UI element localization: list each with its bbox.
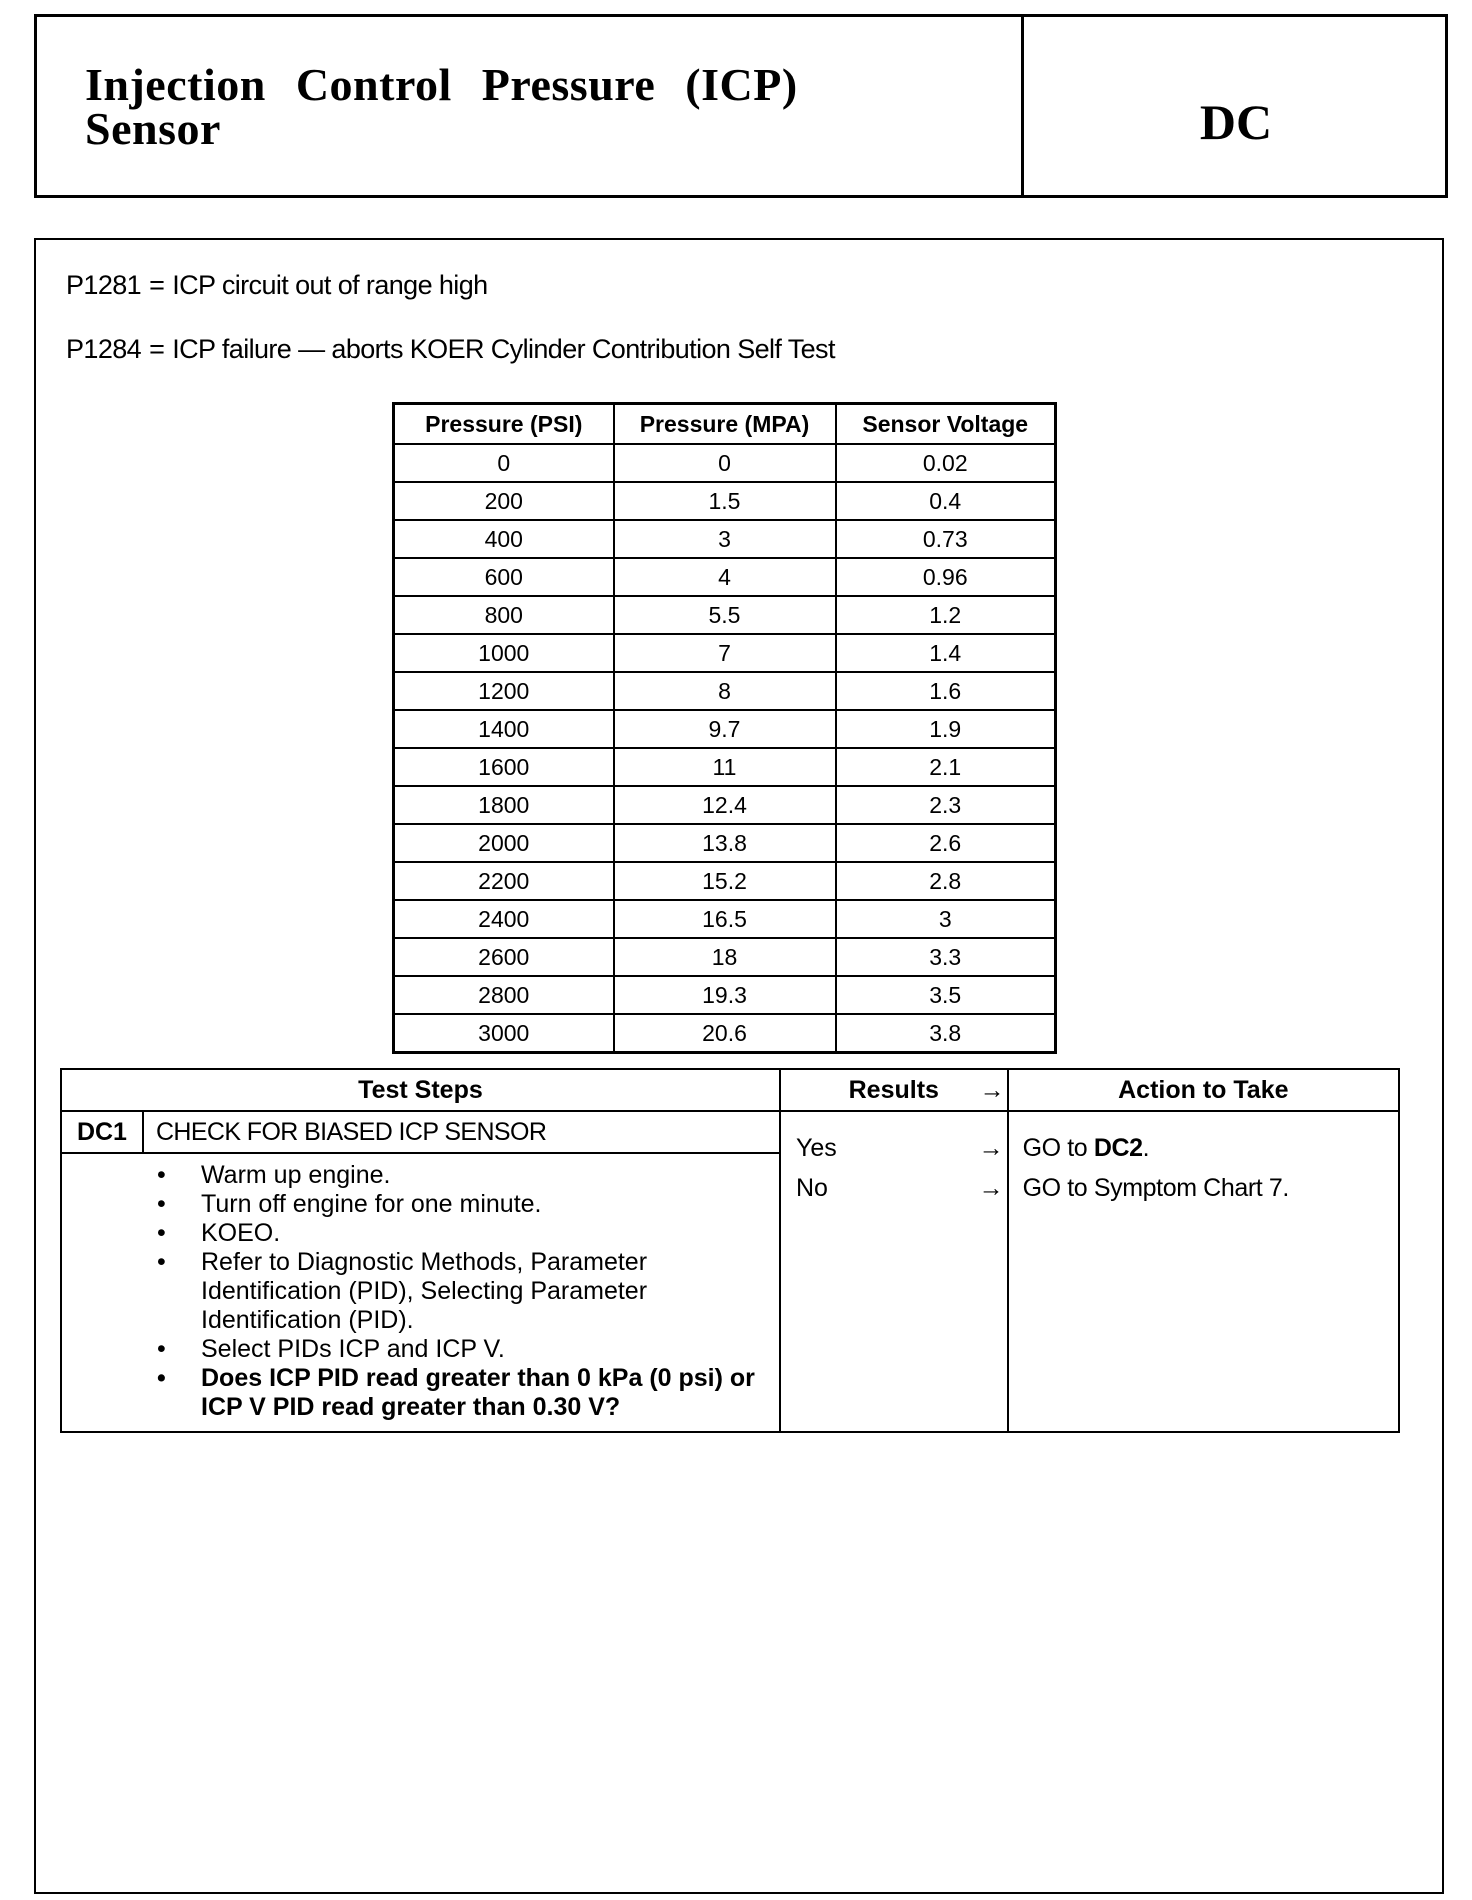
instruction-list — [63, 1161, 778, 1422]
cell-voltage: 1.6 — [836, 672, 1056, 710]
cell-psi: 2000 — [394, 824, 614, 862]
column-header-psi: Pressure (PSI) — [394, 404, 614, 445]
cell-voltage: 1.4 — [836, 634, 1056, 672]
action-text: GO to Symptom Chart 7. — [1022, 1174, 1289, 1202]
instruction-item: • Turn off engine for one minute. — [151, 1190, 778, 1219]
page-title — [85, 59, 985, 154]
cell-psi: 2800 — [394, 976, 614, 1014]
table-row — [394, 976, 1056, 1014]
right-arrow-icon: → — [978, 1174, 1004, 1202]
table-row — [394, 672, 1056, 710]
result-label: No — [795, 1174, 828, 1202]
dtc-line — [66, 270, 488, 301]
cell-mpa: 20.6 — [614, 1014, 836, 1053]
results-header-label: Results — [848, 1075, 939, 1104]
pressure-table-body — [394, 444, 1056, 1053]
cell-psi: 2200 — [394, 862, 614, 900]
cell-mpa: 5.5 — [614, 596, 836, 634]
cell-mpa: 7 — [614, 634, 836, 672]
action-no — [1023, 1174, 1397, 1214]
header-box — [34, 14, 1448, 198]
cell-mpa: 3 — [614, 520, 836, 558]
dtc-description: ICP failure — aborts KOER Cylinder Contribution Self Test — [172, 334, 835, 364]
result-no — [782, 1174, 1006, 1214]
right-arrow-icon: → — [978, 1134, 1004, 1162]
action-text-suffix: . — [1142, 1134, 1150, 1162]
result-yes — [782, 1134, 1006, 1174]
cell-voltage: 1.9 — [836, 710, 1056, 748]
results-cell — [780, 1111, 1008, 1432]
column-header-results — [780, 1069, 1008, 1111]
table-row — [394, 520, 1056, 558]
section-code: DC — [1199, 94, 1273, 150]
cell-mpa: 4 — [614, 558, 836, 596]
cell-mpa: 0 — [614, 444, 836, 482]
column-header-voltage: Sensor Voltage — [836, 404, 1056, 445]
step-instructions — [61, 1153, 780, 1432]
cell-voltage: 0.4 — [836, 482, 1056, 520]
instruction-item: • Refer to Diagnostic Methods, Parameter Identification (PID), Selecting Parameter Identification (PID). — [151, 1248, 778, 1335]
cell-psi: 2400 — [394, 900, 614, 938]
cell-psi: 3000 — [394, 1014, 614, 1053]
cell-mpa: 19.3 — [614, 976, 836, 1014]
cell-mpa: 13.8 — [614, 824, 836, 862]
header-divider — [1021, 17, 1024, 195]
cell-voltage: 2.1 — [836, 748, 1056, 786]
cell-voltage: 2.8 — [836, 862, 1056, 900]
table-row — [394, 938, 1056, 976]
steps-header-row — [61, 1069, 1399, 1111]
cell-mpa: 8 — [614, 672, 836, 710]
cell-voltage: 3.5 — [836, 976, 1056, 1014]
action-step-ref: DC2 — [1093, 1134, 1143, 1162]
table-row — [394, 482, 1056, 520]
step-title-row — [61, 1111, 1399, 1153]
column-header-action: Action to Take — [1008, 1069, 1399, 1111]
cell-voltage: 2.3 — [836, 786, 1056, 824]
result-label: Yes — [795, 1134, 837, 1162]
instruction-item: • KOEO. — [151, 1219, 778, 1248]
pressure-voltage-table — [392, 402, 1057, 1054]
cell-psi: 1800 — [394, 786, 614, 824]
table-row — [394, 596, 1056, 634]
table-row — [394, 862, 1056, 900]
cell-mpa: 9.7 — [614, 710, 836, 748]
cell-psi: 1200 — [394, 672, 614, 710]
cell-voltage: 1.2 — [836, 596, 1056, 634]
cell-mpa: 11 — [614, 748, 836, 786]
column-header-mpa: Pressure (MPA) — [614, 404, 836, 445]
cell-psi: 1000 — [394, 634, 614, 672]
table-header-row — [394, 404, 1056, 445]
cell-voltage: 3.3 — [836, 938, 1056, 976]
cell-voltage: 0.02 — [836, 444, 1056, 482]
cell-mpa: 18 — [614, 938, 836, 976]
cell-mpa: 12.4 — [614, 786, 836, 824]
cell-psi: 600 — [394, 558, 614, 596]
action-text: GO to — [1022, 1134, 1094, 1162]
cell-voltage: 3 — [836, 900, 1056, 938]
cell-mpa: 15.2 — [614, 862, 836, 900]
table-row — [394, 710, 1056, 748]
cell-psi: 2600 — [394, 938, 614, 976]
instruction-item: • Warm up engine. — [151, 1161, 778, 1190]
cell-voltage: 0.73 — [836, 520, 1056, 558]
step-code: DC1 — [61, 1111, 143, 1153]
instruction-item: • Select PIDs ICP and ICP V. — [151, 1335, 778, 1364]
cell-voltage: 2.6 — [836, 824, 1056, 862]
dtc-code: P1284 — [66, 334, 142, 364]
test-steps-table — [60, 1068, 1400, 1433]
table-row — [394, 748, 1056, 786]
cell-psi: 400 — [394, 520, 614, 558]
dtc-code: P1281 — [66, 270, 142, 300]
dtc-equals: = — [149, 334, 165, 364]
table-row — [394, 558, 1056, 596]
table-row — [394, 786, 1056, 824]
cell-voltage: 3.8 — [836, 1014, 1056, 1053]
action-cell — [1008, 1111, 1399, 1432]
dtc-description: ICP circuit out of range high — [172, 270, 488, 300]
column-header-test-steps: Test Steps — [61, 1069, 780, 1111]
right-arrow-icon: → — [979, 1076, 1005, 1104]
cell-psi: 1600 — [394, 748, 614, 786]
cell-voltage: 0.96 — [836, 558, 1056, 596]
cell-psi: 0 — [394, 444, 614, 482]
table-row — [394, 1014, 1056, 1053]
cell-psi: 800 — [394, 596, 614, 634]
table-row — [394, 900, 1056, 938]
instruction-item: • Does ICP PID read greater than 0 kPa (0 psi) or ICP V PID read greater than 0.30 V? — [151, 1364, 778, 1422]
table-row — [394, 444, 1056, 482]
dtc-line — [66, 334, 835, 365]
cell-mpa: 1.5 — [614, 482, 836, 520]
cell-psi: 1400 — [394, 710, 614, 748]
title-line-1: Injection Control Pressure (ICP) — [85, 59, 798, 110]
step-title: CHECK FOR BIASED ICP SENSOR — [143, 1111, 780, 1153]
table-row — [394, 634, 1056, 672]
dtc-equals: = — [149, 270, 165, 300]
table-row — [394, 824, 1056, 862]
title-line-2: Sensor — [85, 103, 221, 154]
cell-psi: 200 — [394, 482, 614, 520]
cell-mpa: 16.5 — [614, 900, 836, 938]
action-yes — [1023, 1134, 1397, 1174]
